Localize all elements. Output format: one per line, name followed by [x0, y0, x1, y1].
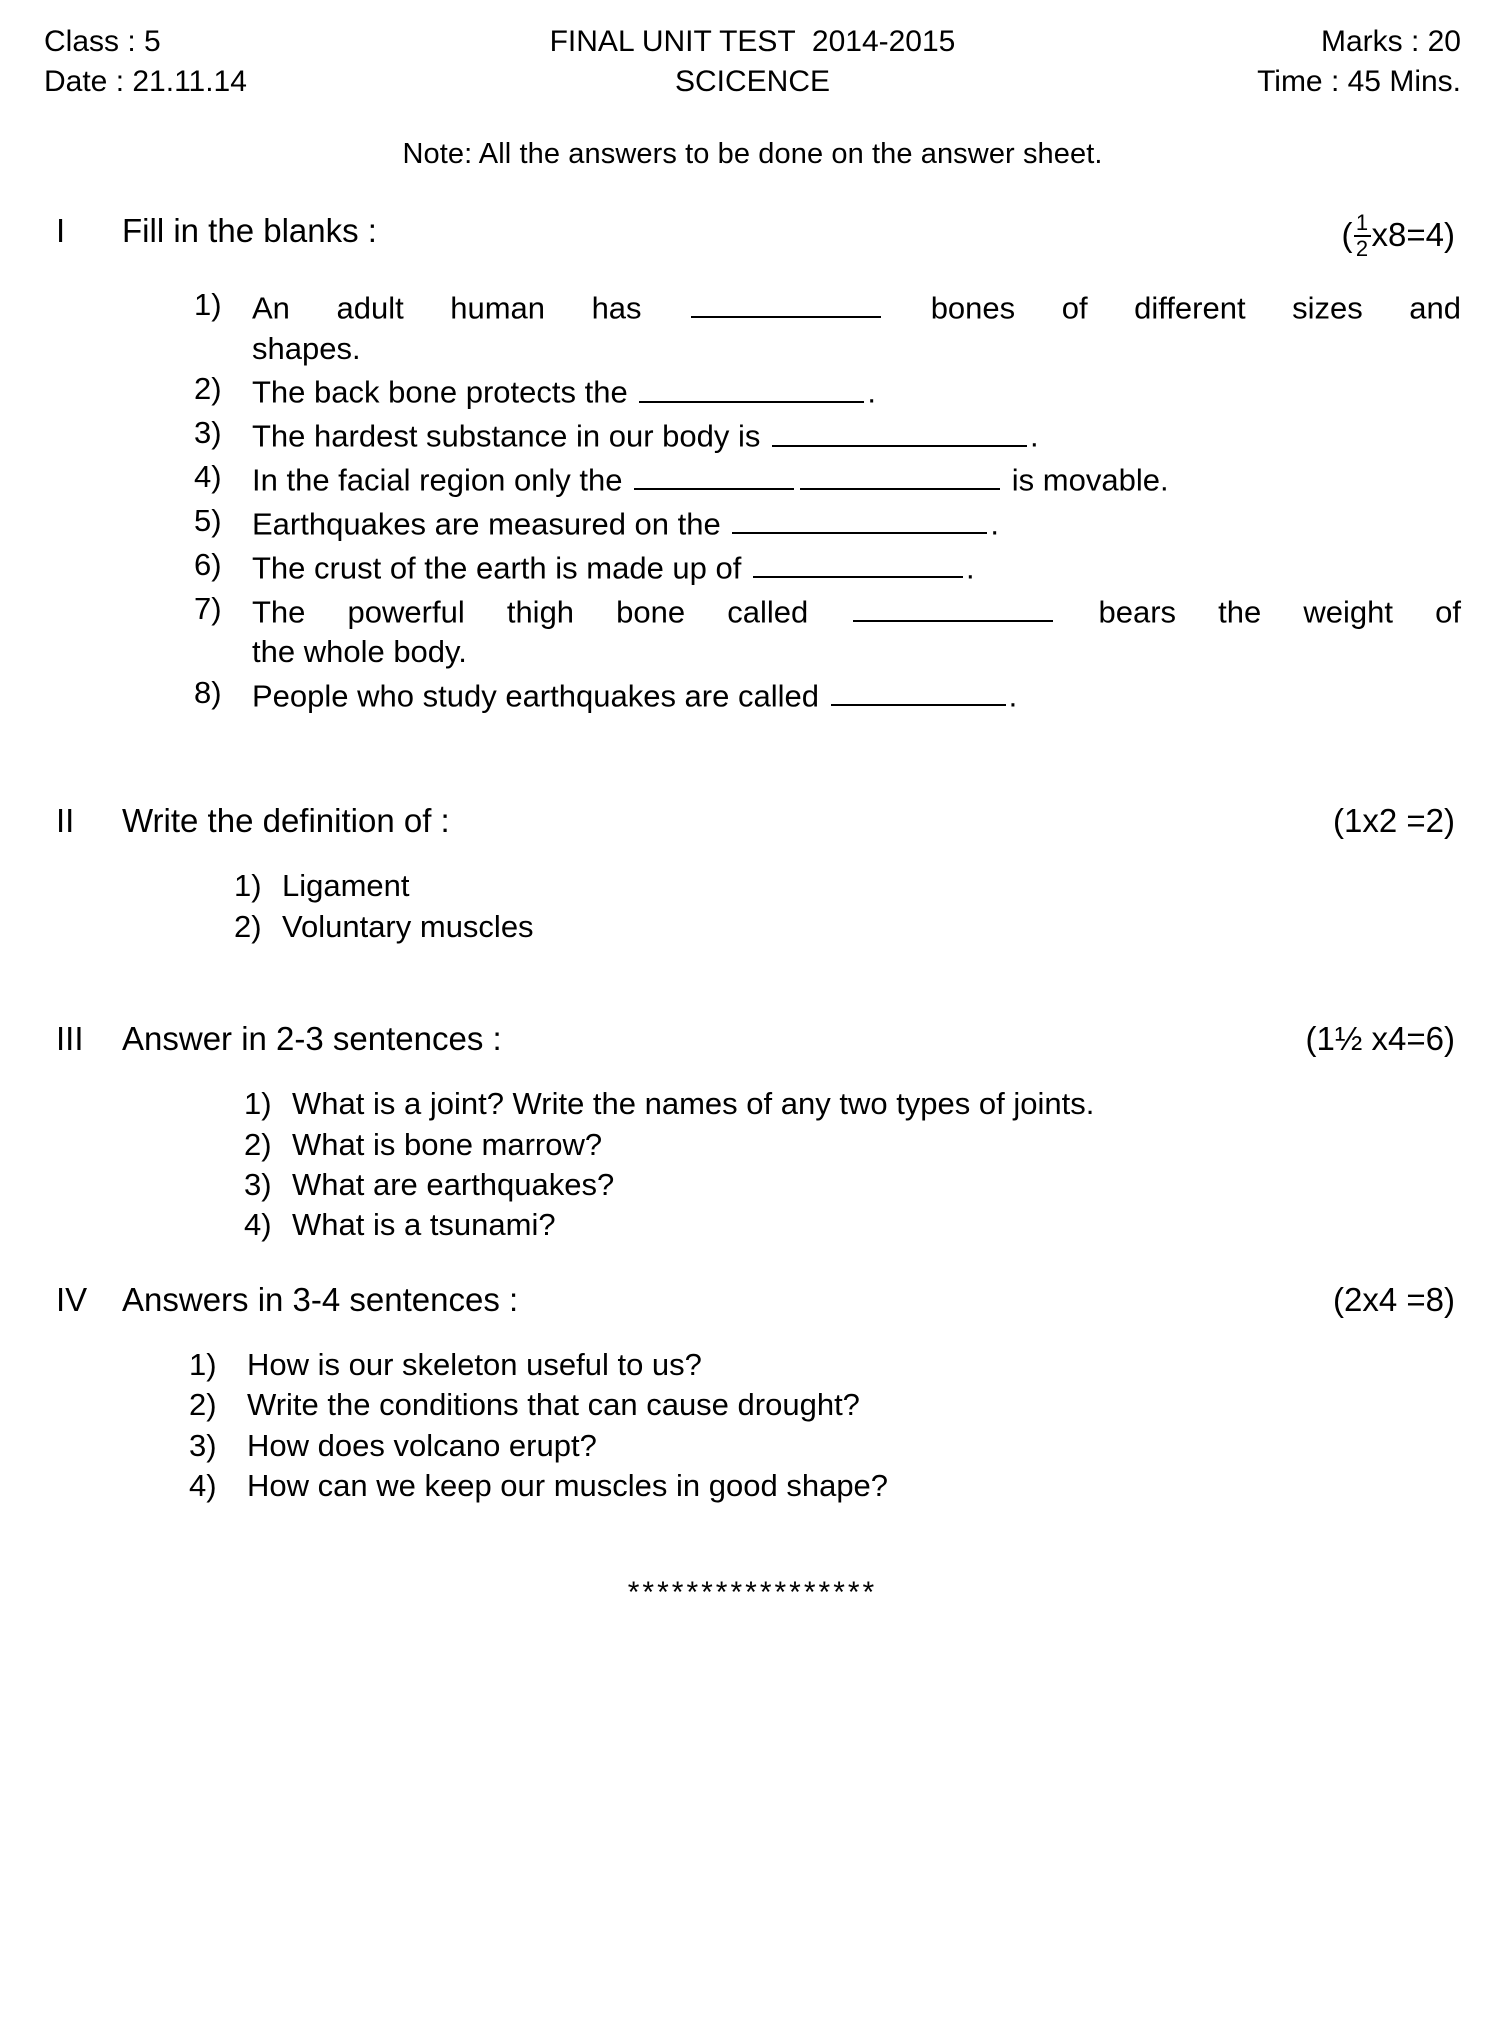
list-item	[194, 369, 1461, 413]
section-i-marks-suffix: x8=4)	[1371, 215, 1455, 253]
question-number: 2)	[189, 1387, 217, 1423]
section-ii-marks: (1x2 =2)	[1333, 801, 1455, 839]
section-iv-marks: (2x4 =8)	[1333, 1280, 1455, 1318]
section-i-roman: I	[56, 211, 66, 249]
question-number: 3)	[244, 1167, 272, 1202]
question-text	[252, 457, 1461, 501]
question-number: 2)	[244, 1126, 272, 1162]
question-text	[252, 589, 1461, 673]
question-text-part-a: Earthquakes are measured on the	[252, 506, 721, 542]
section-i-marks-prefix: (	[1341, 215, 1353, 253]
section-ii-title: Write the definition of :	[122, 801, 450, 839]
list-item	[244, 1084, 1461, 1124]
question-number: 1)	[194, 286, 222, 322]
question-number: 4)	[189, 1468, 217, 1504]
header-center-block	[516, 22, 988, 102]
question-text-part-a: An adult human has	[252, 290, 642, 326]
question-text: What are earthquakes?	[292, 1167, 615, 1202]
question-number: 8)	[194, 674, 222, 710]
list-item	[244, 1205, 1461, 1245]
question-text-part-a: People who study earthquakes are called	[252, 678, 819, 714]
list-item	[234, 866, 1461, 906]
answer-blank	[639, 369, 864, 403]
question-text-part-b: .	[1029, 418, 1039, 454]
question-text: What is a tsunami?	[292, 1207, 556, 1243]
section-iv	[44, 1280, 1461, 1507]
section-i-marks	[1342, 211, 1461, 259]
header-left-block	[44, 22, 516, 102]
answer-blank	[691, 285, 881, 319]
question-number: 2)	[234, 908, 262, 944]
answer-blank	[634, 457, 794, 491]
answer-blank	[853, 589, 1053, 623]
list-item	[244, 1125, 1461, 1165]
list-item	[194, 501, 1461, 545]
list-item	[189, 1426, 1461, 1466]
question-number: 1)	[244, 1086, 272, 1122]
section-iv-title: Answers in 3-4 sentences :	[122, 1280, 519, 1318]
section-iv-heading	[44, 1280, 1461, 1320]
section-ii-question-list	[44, 866, 1461, 947]
section-ii	[44, 801, 1461, 947]
question-number: 4)	[194, 458, 222, 494]
question-text: How does volcano erupt?	[247, 1427, 597, 1463]
question-text-part-b: bears the weight of	[1098, 594, 1461, 630]
question-text: Ligament	[282, 868, 410, 904]
section-ii-heading	[44, 801, 1461, 841]
fraction-denominator: 2	[1355, 235, 1369, 261]
question-text: What is a joint? Write the names of any two types of joints.	[292, 1086, 1095, 1122]
exam-title: FINAL UNIT TEST 2014-2015	[549, 25, 956, 58]
list-item	[234, 907, 1461, 947]
question-text	[252, 501, 1461, 545]
header-right-block	[989, 22, 1461, 102]
question-text-part-a: The back bone protects the	[252, 374, 628, 410]
question-text-part-a: The powerful thigh bone called	[252, 594, 809, 630]
question-text: What is bone marrow?	[292, 1126, 603, 1162]
question-text: Voluntary muscles	[282, 908, 534, 944]
question-text-part-b: .	[990, 506, 999, 542]
exam-header	[44, 22, 1461, 102]
subject-title: SCICENCE	[674, 64, 830, 98]
answer-blank	[753, 545, 963, 579]
list-item	[194, 285, 1461, 369]
section-iii-heading	[44, 1019, 1461, 1059]
answer-blank	[831, 673, 1006, 707]
question-number: 2)	[194, 370, 222, 406]
question-number: 1)	[234, 868, 262, 904]
section-i-question-list	[44, 285, 1461, 717]
question-text	[252, 673, 1461, 717]
section-iv-question-list	[44, 1345, 1461, 1506]
section-iii	[44, 1019, 1461, 1246]
question-number: 5)	[194, 502, 222, 538]
section-iii-question-list	[44, 1084, 1461, 1245]
section-ii-roman: II	[56, 801, 75, 839]
question-text-part-b: .	[1008, 678, 1018, 714]
section-iii-roman: III	[56, 1019, 84, 1057]
section-iv-roman: IV	[56, 1280, 88, 1318]
list-item	[189, 1385, 1461, 1425]
answer-blank	[732, 501, 987, 535]
list-item	[194, 413, 1461, 457]
question-text-part-b: bones of different sizes and	[930, 290, 1461, 326]
section-iii-title: Answer in 2-3 sentences :	[122, 1019, 502, 1057]
list-item	[194, 589, 1461, 673]
question-text-part-b: .	[966, 550, 975, 586]
question-text	[252, 369, 1461, 413]
list-item	[194, 673, 1461, 717]
section-i-title: Fill in the blanks :	[122, 211, 377, 249]
question-text: How can we keep our muscles in good shape?	[247, 1468, 889, 1504]
question-text-part-a: The hardest substance in our body is	[252, 418, 761, 454]
one-half-fraction	[1354, 209, 1371, 261]
question-text-wrap: shapes.	[252, 330, 361, 366]
question-number: 1)	[189, 1347, 217, 1383]
question-text	[252, 545, 1461, 589]
list-item	[189, 1466, 1461, 1506]
question-number: 7)	[194, 590, 222, 626]
list-item	[189, 1345, 1461, 1385]
footer-separator: *****************	[627, 1576, 878, 1610]
answer-blank-second	[800, 457, 1000, 491]
question-text-part-b: .	[867, 374, 876, 410]
section-i-heading	[44, 211, 1461, 259]
question-text-part-a: In the facial region only the	[252, 462, 623, 498]
section-i	[44, 211, 1461, 717]
list-item	[244, 1165, 1461, 1205]
answer-blank	[772, 413, 1027, 447]
marks-label: Marks : 20	[1320, 25, 1461, 58]
class-label: Class : 5	[44, 25, 161, 58]
date-label: Date : 21.11.14	[44, 64, 247, 98]
question-text: How is our skeleton useful to us?	[247, 1347, 702, 1383]
question-text	[252, 413, 1461, 457]
question-number: 6)	[194, 546, 222, 582]
instruction-note: Note: All the answers to be done on the answer sheet.	[402, 137, 1103, 170]
question-text-part-b: is movable.	[1011, 462, 1169, 498]
question-text	[252, 285, 1461, 369]
time-label: Time : 45 Mins.	[1257, 64, 1461, 98]
question-number: 4)	[244, 1207, 272, 1243]
section-iii-marks: (1½ x4=6)	[1305, 1019, 1455, 1057]
question-text-wrap: the whole body.	[252, 634, 467, 670]
list-item	[194, 545, 1461, 589]
question-number: 3)	[194, 414, 222, 450]
question-number: 3)	[189, 1427, 217, 1463]
fraction-numerator: 1	[1355, 209, 1369, 235]
question-text-part-a: The crust of the earth is made up of	[252, 550, 742, 586]
list-item	[194, 457, 1461, 501]
question-text: Write the conditions that can cause drought?	[247, 1387, 860, 1423]
